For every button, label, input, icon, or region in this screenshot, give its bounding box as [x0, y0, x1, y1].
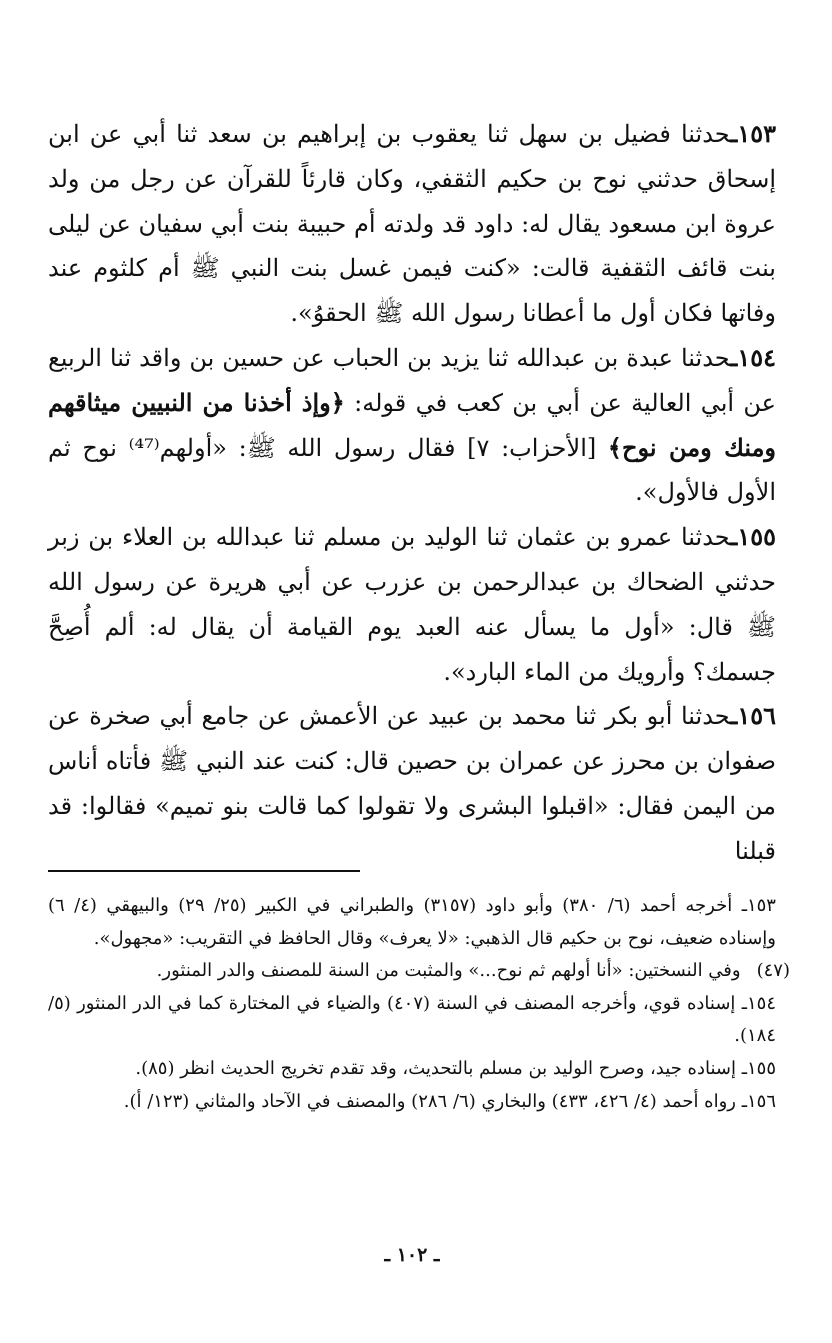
page-number: ـ ١٠٢ ـ: [384, 1244, 440, 1266]
hadith-153: [48, 112, 776, 336]
hadith-156: [48, 694, 776, 873]
main-text: [48, 112, 776, 874]
footnote-divider: [48, 870, 360, 872]
footnote-text: وفي النسختين: «أنا أولهم ثم نوح...» والمثبت من السنة للمصنف والدر المنثور.: [156, 960, 741, 982]
hadith-number: ١٥٥ـ: [730, 522, 776, 552]
footnote-156: ١٥٦ـ رواه أحمد (٤/ ٤٢٦، ٤٣٣) والبخاري (٦/ ٢٨٦) والمصنف في الآحاد والمثاني (١٢٣/ أ).: [123, 1090, 776, 1112]
hadith-text: [الأحزاب: ٧] فقال رسول الله ﷺ: «أولهم⁽⁴⁷⁾ نوح ثم الأول فالأول».: [48, 433, 776, 507]
hadith-number: ١٥٦ـ: [730, 701, 776, 731]
hadith-text: حدثنا عبدة بن عبدالله ثنا يزيد بن الحباب عن حسين بن واقد ثنا الربيع عن أبي العالية عن أبي بن كعب في قوله:: [48, 343, 776, 417]
document-page: [48, 112, 790, 1343]
hadith-text: حدثنا فضيل بن سهل ثنا يعقوب بن إبراهيم بن سعد ثنا أبي عن ابن إسحاق حدثني نوح بن حكيم الثقفي، وكان قارئاً للقرآن عن رجل من ولد عروة ابن مسعود يقال له: داود قد ولدته أم حبيبة بنت أبي سفيان عن ليلى بنت قائف الثقفية قالت: «كنت فيمن غسل بنت النبي ﷺ أم كلثوم عند وفاتها فكان أول ما أعطانا رسول الله ﷺ الحقوُ».: [48, 120, 776, 328]
hadith-text: حدثنا أبو بكر ثنا محمد بن عبيد عن الأعمش عن جامع أبي صخرة عن صفوان بن محرز عن عمران بن حصين قال: كنت عند النبي ﷺ فأتاه أناس من اليمن فقال: «اقبلوا البشرى ولا تقولوا كما قالت بنو تميم» فقالوا: قد قبلنا: [48, 702, 776, 865]
footnotes: [48, 890, 790, 1118]
footnote-153: ١٥٣ـ أخرجه أحمد (٦/ ٣٨٠) وأبو داود (٣١٥٧) والطبراني في الكبير (٢٥/ ٢٩) والبيهقي (٤/ ٦) وإسناده ضعيف، نوح بن حكيم قال الذهبي: «لا يعرف» وقال الحافظ في التقريب: «مجهول».: [48, 895, 776, 949]
hadith-text: حدثنا عمرو بن عثمان ثنا الوليد بن مسلم ثنا عبدالله بن العلاء بن زبر حدثني الضحاك بن عبدالرحمن بن عزرب عن أبي هريرة عن رسول الله ﷺ قال: «أول ما يسأل عنه العبد يوم القيامة أن يقال له: ألم أُصِحَّ جسمك؟ وأرويك من الماء البارد».: [48, 523, 776, 686]
hadith-155: [48, 515, 776, 694]
footnote-47: [48, 955, 790, 988]
footnote-mark: (٤٧): [756, 960, 790, 982]
footnote-155: ١٥٥ـ إسناده جيد، وصرح الوليد بن مسلم بالتحديث، وقد تقدم تخريج الحديث انظر (٨٥).: [135, 1057, 776, 1079]
hadith-number: ١٥٤ـ: [730, 342, 776, 372]
hadith-154: [48, 336, 776, 515]
quran-verse: ﴿وإذ أخذنا من النبيين ميثاقهم ومنك ومن نوح﴾: [48, 387, 777, 462]
hadith-number: ١٥٣ـ: [730, 119, 776, 148]
footnote-154: ١٥٤ـ إسناده قوي، وأخرجه المصنف في السنة (٤٠٧) والضياء في المختارة كما في الدر المنثور (٥/ ١٨٤).: [48, 992, 776, 1047]
